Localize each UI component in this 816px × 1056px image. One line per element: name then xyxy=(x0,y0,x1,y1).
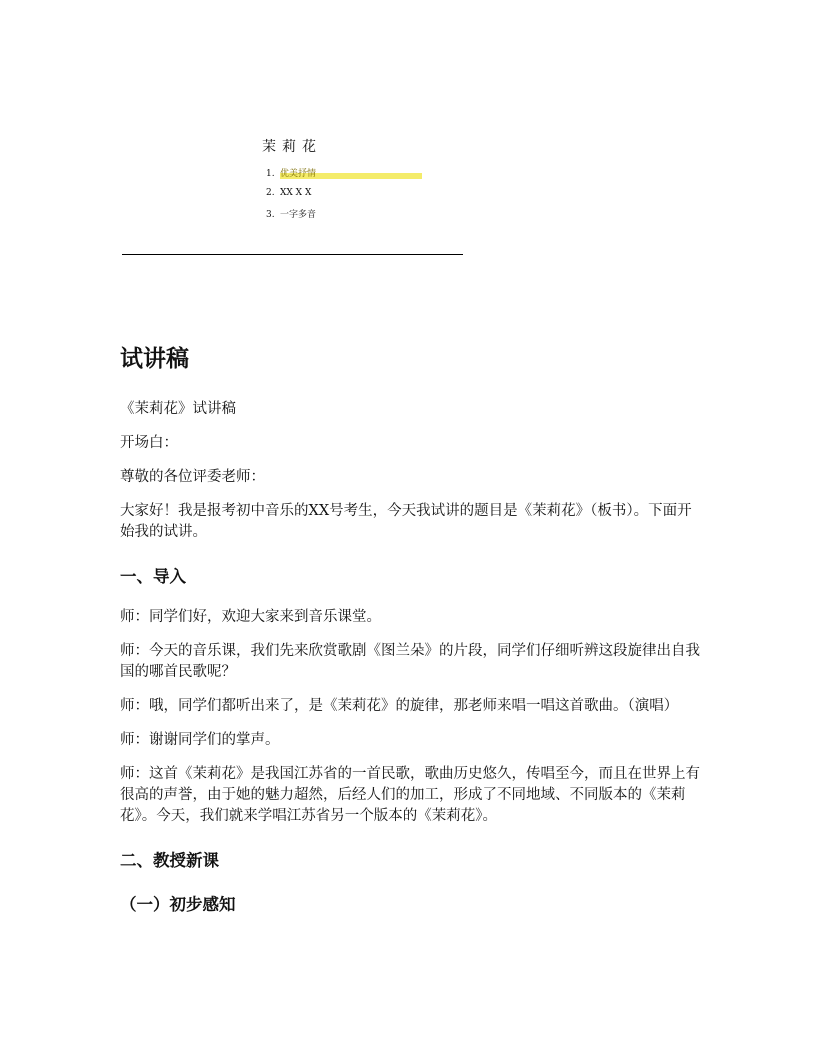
paragraph: 师：哦，同学们都听出来了，是《茉莉花》的旋律，那老师来唱一唱这首歌曲。（演唱） xyxy=(120,698,679,714)
section-heading: 二、教授新课 xyxy=(120,851,219,870)
board-item-number: 3. xyxy=(266,210,280,220)
opening-label: 开场白： xyxy=(120,435,178,451)
board-item-number: 2. xyxy=(266,188,280,198)
greeting: 尊敬的各位评委老师： xyxy=(120,469,265,485)
board-item xyxy=(266,166,422,179)
paragraph: 师：这首《茉莉花》是我国江苏省的一首民歌，歌曲历史悠久，传唱至今，而且在世界上有很高的声誉，由于她的魅力超然，后经人们的加工，形成了不同地域、不同版本的《茉莉花》。今天，我们就来学唱江苏省另一个版本的《茉莉花》。 xyxy=(120,766,700,824)
document-subtitle: 《茉莉花》试讲稿 xyxy=(120,401,236,417)
board-item-text: XX X X xyxy=(280,188,312,198)
board-item xyxy=(266,188,422,198)
board-item-number: 1. xyxy=(266,169,280,179)
subsection-heading: （一）初步感知 xyxy=(120,895,236,914)
paragraph: 师：同学们好，欢迎大家来到音乐课堂。 xyxy=(120,609,381,625)
document-title: 试讲稿 xyxy=(120,346,189,372)
document-body xyxy=(120,340,700,915)
paragraph: 师：今天的音乐课，我们先来欣赏歌剧《图兰朵》的片段，同学们仔细听辨这段旋律出自我国的哪首民歌呢？ xyxy=(120,643,700,680)
section-heading: 一、导入 xyxy=(120,567,186,586)
blackboard-sketch xyxy=(262,136,422,229)
board-item-text: 优美抒情 xyxy=(280,169,317,179)
board-item xyxy=(266,207,422,220)
board-title: 茉莉花 xyxy=(262,139,322,155)
intro-paragraph: 大家好！我是报考初中音乐的XX号考生，今天我试讲的题目是《茉莉花》（板书）。下面开始我的试讲。 xyxy=(120,503,692,540)
horizontal-divider xyxy=(122,254,463,255)
board-item-text: 一字多音 xyxy=(280,210,317,220)
paragraph: 师：谢谢同学们的掌声。 xyxy=(120,732,280,748)
